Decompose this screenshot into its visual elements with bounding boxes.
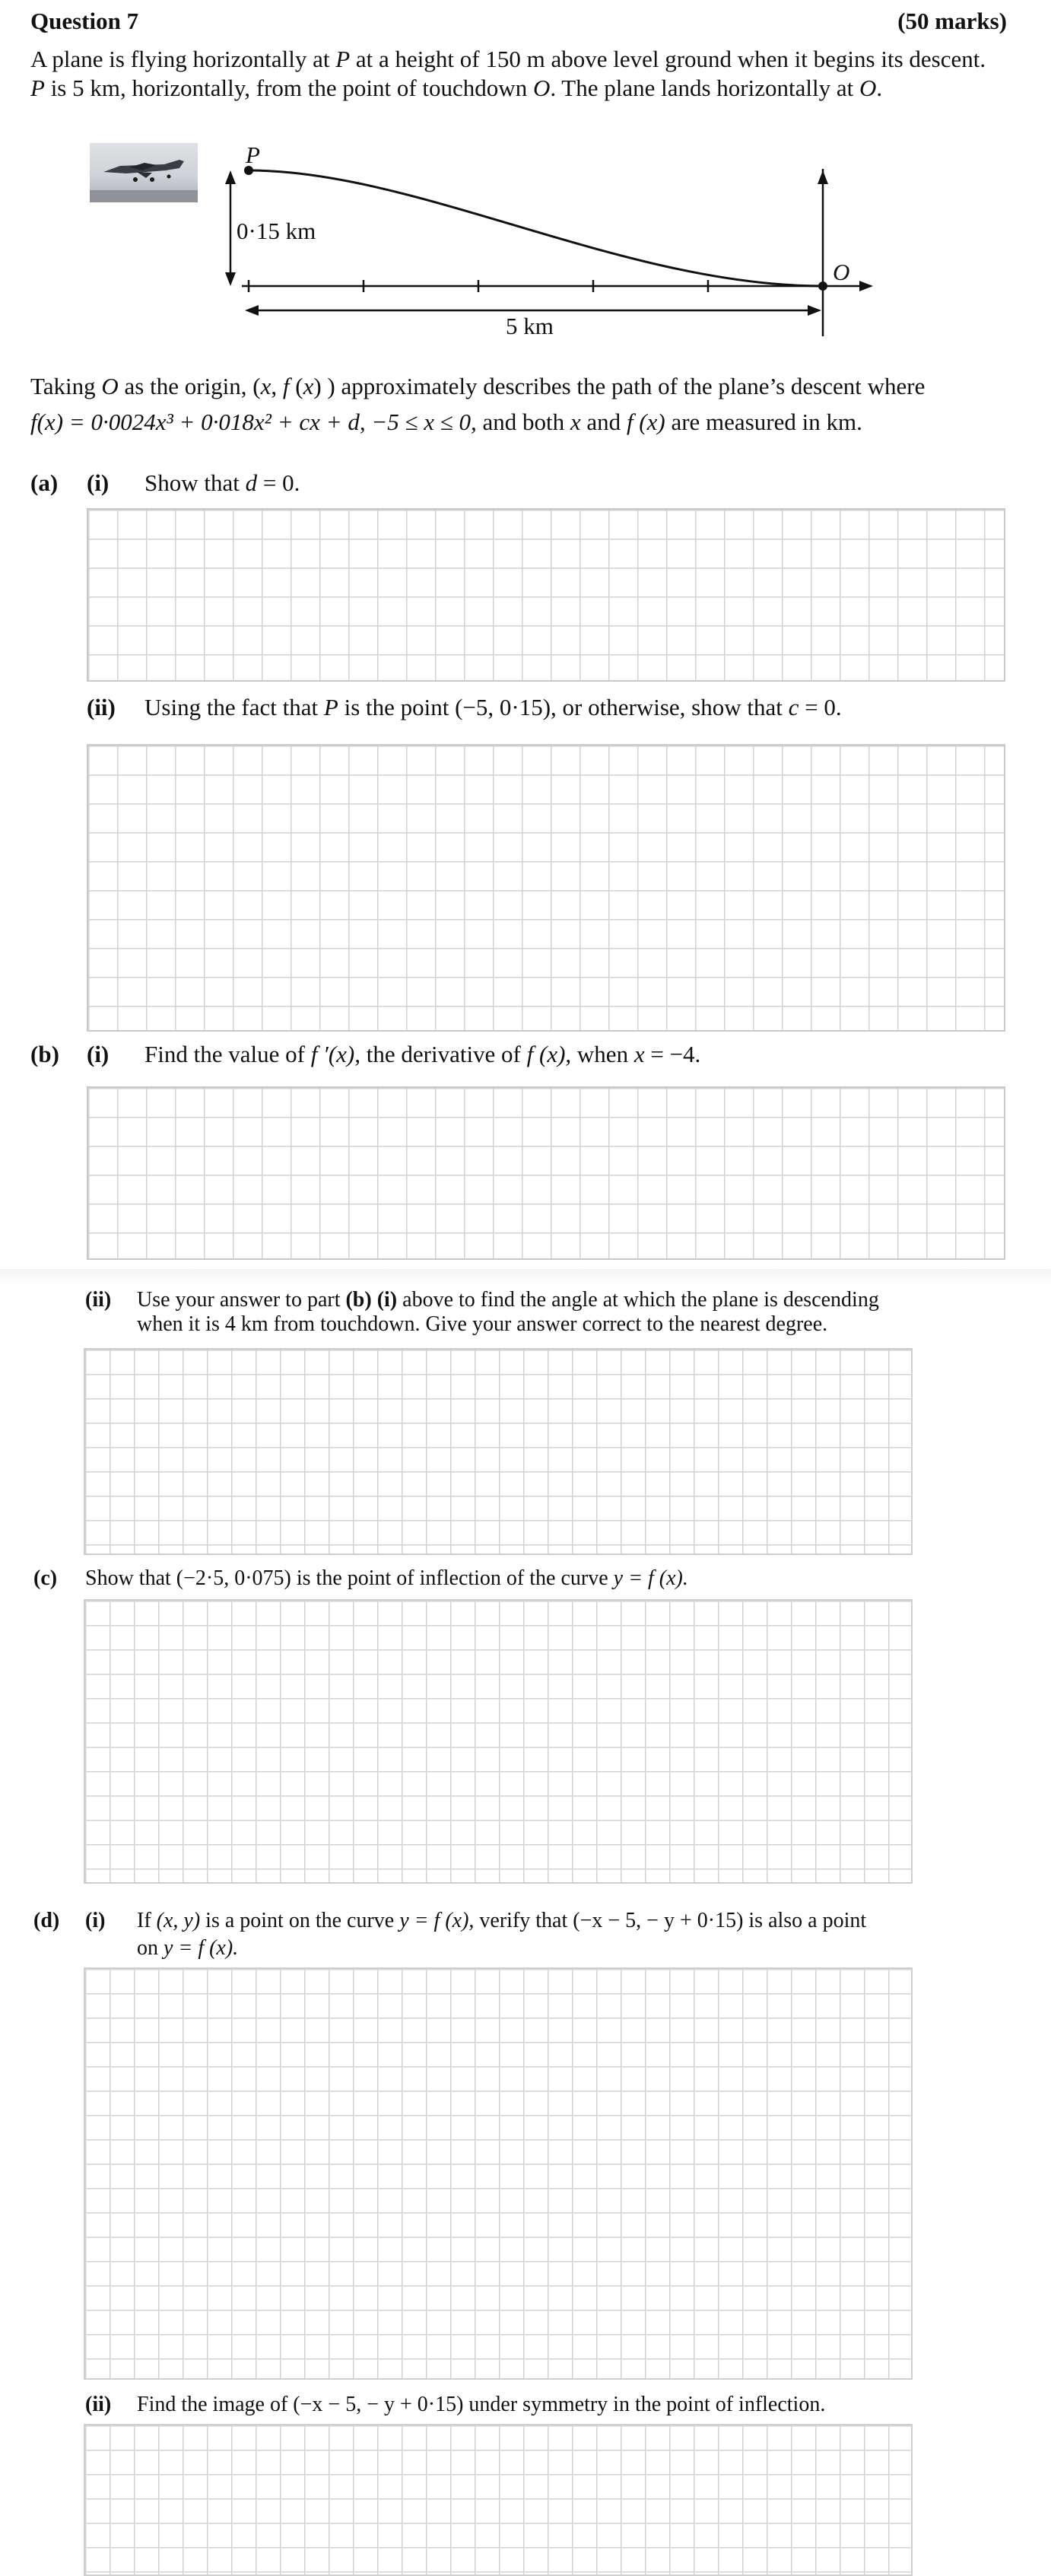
part-b-i-label: (i): [87, 1041, 110, 1067]
part-a-i-label: (i): [87, 469, 110, 496]
part-d-ii-label: (ii): [85, 2393, 112, 2416]
function-formula: f(x) = 0·0024x³ + 0·018x² + cx + d, −5 ≤ x ≤ 0,: [30, 409, 477, 435]
part-d-i-label: (i): [85, 1909, 106, 1932]
part-a-i-text: Show that d = 0.: [144, 469, 300, 496]
answer-box-d-i[interactable]: [84, 1967, 913, 2380]
part-b-ii-label: (ii): [85, 1288, 112, 1312]
width-label: 5 km: [506, 313, 554, 339]
part-b-i-text: Find the value of f ′(x), the derivative of f (x), when x = −4.: [144, 1041, 701, 1067]
height-label: 0·15 km: [237, 218, 316, 244]
part-d-label: (d): [33, 1909, 60, 1932]
part-a-ii-label: (ii): [87, 694, 116, 720]
descent-curve: [249, 170, 823, 286]
answer-box-a-ii[interactable]: [87, 744, 1005, 1032]
part-a-label: (a): [30, 469, 59, 496]
intro-line-1: A plane is flying horizontally at P at a height of 150 m above level ground when it begins its descent.: [30, 46, 986, 72]
part-d-ii-text: Find the image of (−x − 5, − y + 0·15) under symmetry in the point of inflection.: [137, 2393, 826, 2416]
part-d-i-line-2: on y = f (x).: [137, 1936, 239, 1960]
label-P: P: [246, 142, 260, 168]
function-line-1: Taking O as the origin, (x, f (x) ) approximately describes the path of the plane’s descent where: [30, 373, 926, 399]
part-b-label: (b): [30, 1041, 59, 1067]
question-title: Question 7: [30, 8, 139, 34]
part-d-i-line-1: If (x, y) is a point on the curve y = f (x), verify that (−x − 5, − y + 0·15) is also a point: [137, 1909, 867, 1932]
answer-box-c[interactable]: [84, 1599, 913, 1884]
page-separator: [0, 1269, 1051, 1286]
question-marks: (50 marks): [897, 8, 1007, 34]
part-b-ii-line-2: when it is 4 km from touchdown. Give your answer correct to the nearest degree.: [137, 1312, 828, 1336]
part-c-label: (c): [33, 1566, 58, 1590]
intro-line-2: P is 5 km, horizontally, from the point of touchdown O. The plane lands horizontally at O.: [30, 75, 883, 101]
part-a-ii-text: Using the fact that P is the point (−5, 0·15), or otherwise, show that c = 0.: [144, 694, 842, 720]
part-b-ii-line-1: Use your answer to part (b) (i) above to find the angle at which the plane is descending: [137, 1288, 879, 1312]
answer-box-b-i[interactable]: [87, 1086, 1005, 1260]
label-O: O: [833, 259, 850, 285]
function-line-2: f(x) = 0·0024x³ + 0·018x² + cx + d, −5 ≤ x ≤ 0, and both x and f (x) are measured in km.: [30, 409, 862, 435]
answer-box-d-ii[interactable]: [84, 2424, 913, 2576]
answer-box-a-i[interactable]: [87, 508, 1005, 682]
answer-box-b-ii[interactable]: [84, 1348, 913, 1555]
part-c-text: Show that (−2·5, 0·075) is the point of inflection of the curve y = f (x).: [85, 1566, 688, 1590]
